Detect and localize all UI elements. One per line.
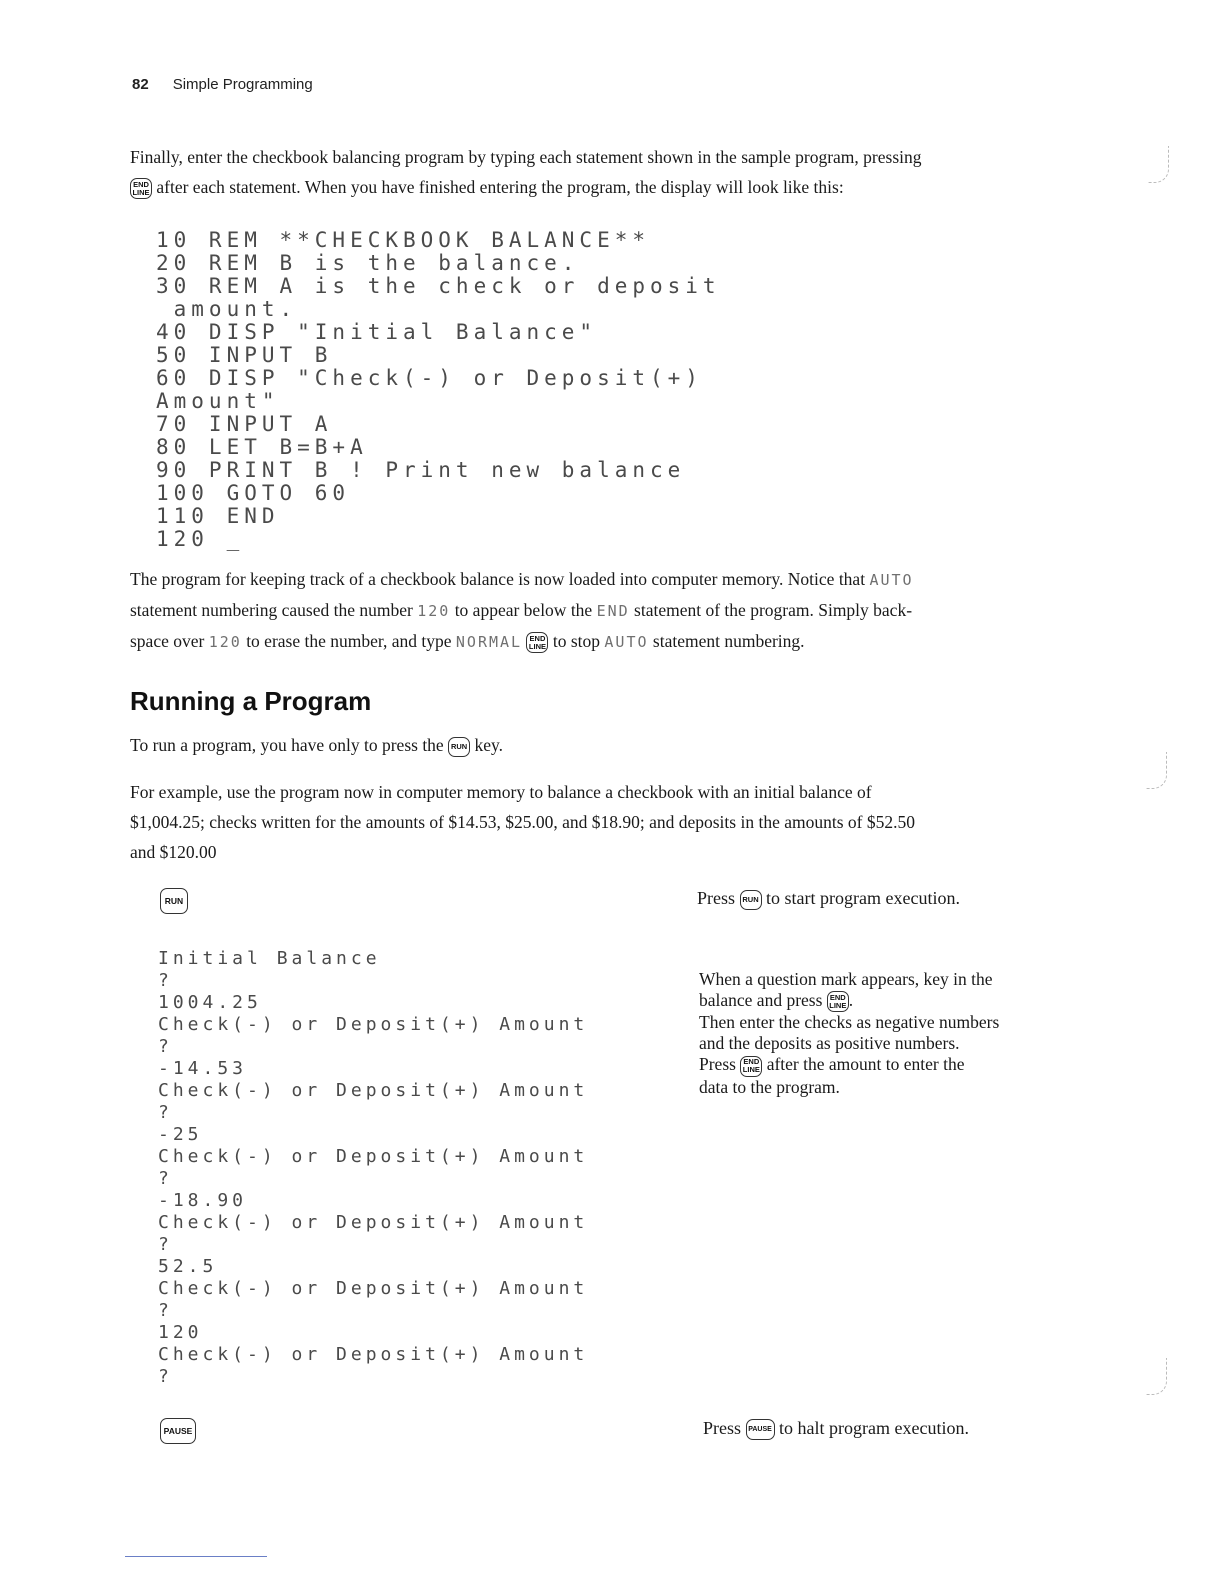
program-line: 70 INPUT A xyxy=(156,412,333,436)
intro-line-2: END LINE after each statement. When you have finished entering the program, the display will look like this: xyxy=(130,172,1030,202)
run-key-step xyxy=(160,888,188,914)
program-line: 40 DISP "Initial Balance" xyxy=(156,320,598,344)
display-line: Check(-) or Deposit(+) Amount xyxy=(158,1080,589,1101)
pause-note: Press PAUSE to halt program execution. xyxy=(703,1418,969,1440)
display-line: ? xyxy=(158,1102,173,1123)
normal-keyword: NORMAL xyxy=(455,633,523,651)
display-line: 1004.25 xyxy=(158,992,262,1013)
pause-key: PAUSE xyxy=(160,1418,196,1444)
margin-mark xyxy=(1146,752,1167,789)
display-line: ? xyxy=(158,970,173,991)
run-key: RUN xyxy=(740,890,762,910)
display-line: ? xyxy=(158,1168,173,1189)
display-line: Check(-) or Deposit(+) Amount xyxy=(158,1344,589,1365)
run-note: Press RUN to start program execution. xyxy=(697,888,960,908)
auto-paragraph: The program for keeping track of a checkbook balance is now loaded into computer memory. Notice that AUTO statement numbering caused the number 120 to appear below the END statement of the program. Simply back- space over 120 to erase the number, and type NORMAL END LINE to stop AUTO statement numbering. xyxy=(130,564,1030,657)
intro-paragraph xyxy=(130,142,1030,202)
margin-mark xyxy=(1148,146,1169,183)
intro-line-1: Finally, enter the checkbook balancing program by typing each statement shown in the sample program, pressing xyxy=(130,147,922,167)
section-running-head: Simple Programming xyxy=(172,76,313,93)
end-line-key: END LINE xyxy=(827,991,849,1012)
auto-keyword: AUTO xyxy=(604,633,649,651)
program-line: 60 DISP "Check(-) or Deposit(+) xyxy=(156,366,703,390)
display-line: -25 xyxy=(158,1124,203,1145)
section-title: Running a Program xyxy=(130,686,372,716)
footer-rule xyxy=(125,1556,267,1557)
display-line: 52.5 xyxy=(158,1256,218,1277)
display-line: Check(-) or Deposit(+) Amount xyxy=(158,1146,589,1167)
display-line: Check(-) or Deposit(+) Amount xyxy=(158,1212,589,1233)
line-number-120: 120 xyxy=(417,602,451,620)
line-number-120-b: 120 xyxy=(208,633,242,651)
program-line: 80 LET B=B+A xyxy=(156,435,368,459)
program-listing xyxy=(156,229,721,551)
display-line: ? xyxy=(158,1366,173,1387)
end-line-key: END LINE xyxy=(130,178,152,199)
run-intro: To run a program, you have only to press the RUN key. xyxy=(130,735,503,755)
example-paragraph: For example, use the program now in computer memory to balance a checkbook with an initial balance of $1,004.25; checks written for the amounts of $14.53, $25.00, and $18.90; and deposits in the amounts of $52.50 and $120.00 xyxy=(130,782,915,862)
end-line-key: END LINE xyxy=(526,632,548,653)
auto-keyword: AUTO xyxy=(869,571,914,589)
program-line: 90 PRINT B ! Print new balance xyxy=(156,458,686,482)
run-key: RUN xyxy=(448,737,470,757)
margin-mark xyxy=(1146,1358,1167,1395)
program-line: 50 INPUT B xyxy=(156,343,333,367)
run-display xyxy=(158,948,588,1388)
program-line: 100 GOTO 60 xyxy=(156,481,351,505)
display-line: ? xyxy=(158,1234,173,1255)
pause-key-step xyxy=(160,1418,196,1444)
display-line: -18.90 xyxy=(158,1190,248,1211)
display-line: Initial Balance xyxy=(158,948,381,969)
program-line: 20 REM B is the balance. xyxy=(156,251,580,275)
display-line: ? xyxy=(158,1300,173,1321)
program-line: amount. xyxy=(156,297,298,321)
program-line: 10 REM **CHECKBOOK BALANCE** xyxy=(156,228,651,252)
program-line: Amount" xyxy=(156,389,280,413)
display-line: -14.53 xyxy=(158,1058,248,1079)
page-number: 82 xyxy=(132,76,149,93)
display-line: 120 xyxy=(158,1322,203,1343)
end-line-key: END LINE xyxy=(740,1056,762,1077)
display-line: Check(-) or Deposit(+) Amount xyxy=(158,1014,589,1035)
display-line: Check(-) or Deposit(+) Amount xyxy=(158,1278,589,1299)
question-note: When a question mark appears, key in the balance and press END LINE . Then enter the checks as negative numbers and the deposits as positive numbers. Press END LINE after the amount to enter the data to the program. xyxy=(699,969,1000,1097)
display-line: ? xyxy=(158,1036,173,1057)
program-line: 30 REM A is the check or deposit xyxy=(156,274,721,298)
run-key: RUN xyxy=(160,888,188,914)
pause-key: PAUSE xyxy=(746,1419,775,1440)
program-line: 120 _ xyxy=(156,527,245,551)
page-header xyxy=(132,76,313,93)
end-keyword: END xyxy=(596,602,630,620)
program-line: 110 END xyxy=(156,504,280,528)
